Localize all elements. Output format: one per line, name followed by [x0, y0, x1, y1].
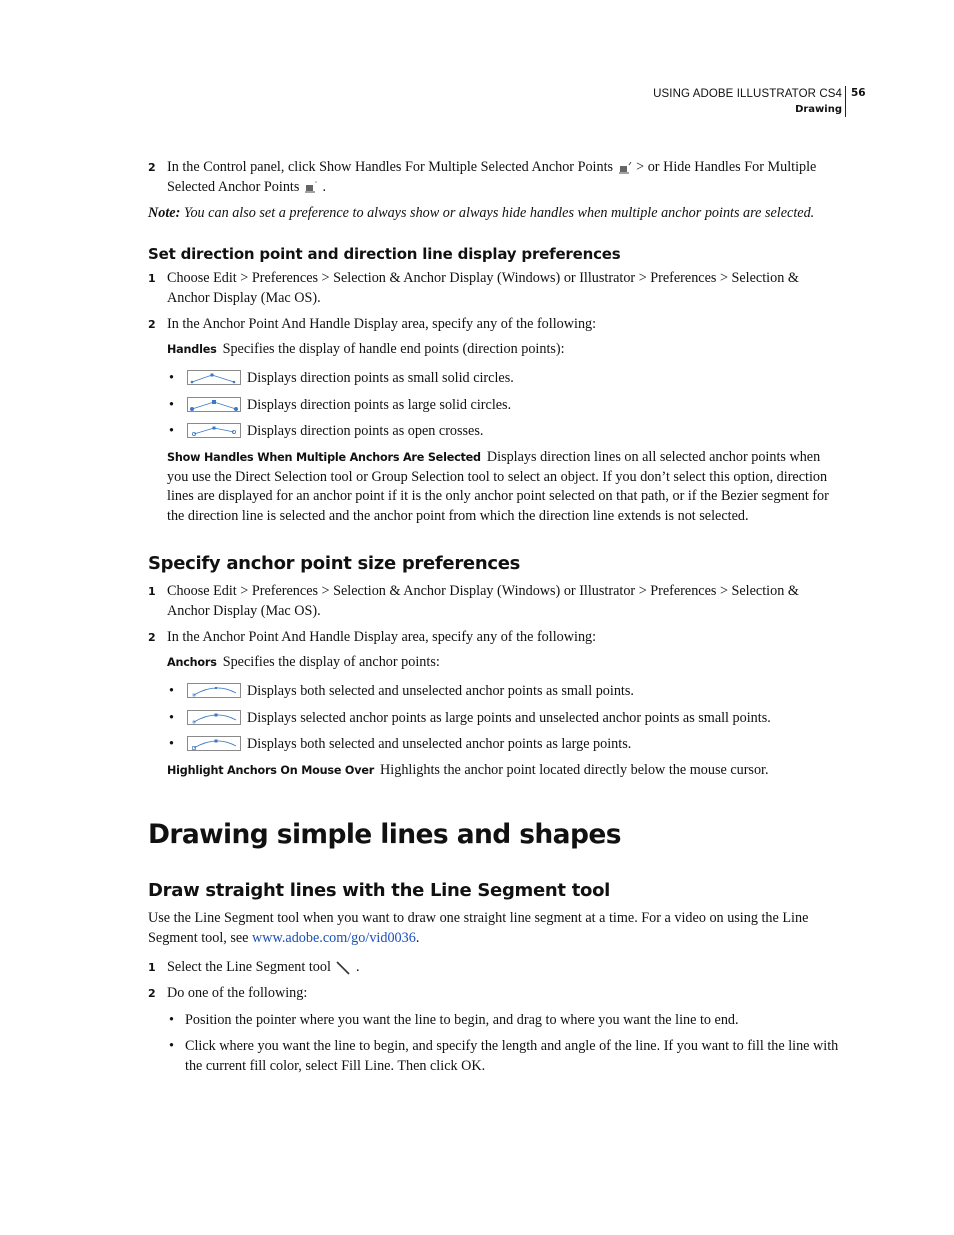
bullet-dot: •: [169, 1012, 174, 1028]
option-text: Displays selected anchor points as large points and unselected anchor points as small points.: [247, 710, 771, 726]
small-solid-circles-icon: [187, 370, 241, 385]
bullet-text: Position the pointer where you want the line to begin, and drag to where you want the line to end.: [185, 1012, 739, 1028]
section3-step-1: [148, 958, 840, 978]
section-heading-anchor-size: Specify anchor point size preferences: [148, 553, 521, 574]
section-heading-line-segment: Draw straight lines with the Line Segment tool: [148, 880, 611, 901]
handles-term: [167, 340, 840, 360]
section3-intro: [148, 909, 840, 948]
option-text: Displays direction points as small solid circles.: [247, 370, 514, 386]
option-text: Displays both selected and unselected anchor points as large points.: [247, 736, 632, 752]
note-label: Note:: [148, 205, 181, 221]
step-text-end: .: [322, 178, 327, 195]
term-label: Anchors: [167, 656, 217, 669]
bullet-dot: •: [169, 370, 174, 386]
step-number: 2: [148, 631, 156, 644]
step-text-end: .: [356, 959, 360, 975]
large-solid-circles-icon: [187, 397, 241, 412]
list-item: [167, 396, 840, 416]
step-text: In the Anchor Point And Handle Display area, specify any of the following:: [167, 629, 597, 645]
chapter-heading: Drawing simple lines and shapes: [148, 819, 621, 850]
list-item: [167, 735, 840, 755]
option-text: Displays both selected and unselected anchor points as small points.: [247, 683, 634, 699]
note-text: You can also set a preference to always show or always hide handles when multiple anchor points are selected.: [183, 205, 815, 221]
section2-step-1: [148, 582, 840, 621]
term-label: Handles: [167, 343, 217, 356]
open-crosses-icon: [187, 423, 241, 438]
bullet-dot: •: [169, 736, 174, 752]
small-anchor-points-icon: [187, 683, 241, 698]
bullet-dot: •: [169, 423, 174, 439]
show-handles-icon: [617, 161, 633, 175]
term-description: Displays direction lines on all selected anchor points when you use the Direct Selection tool or Group Selection tool to select an object. If you don’t select this option, direction lines are displayed for an anchor point if it is the only anchor point selected on that path, or if the Bezier segment for the direction line is selected and the anchor point from which the direction line extends is not selected.: [167, 449, 829, 524]
step-number: 2: [148, 987, 156, 1000]
large-anchor-points-icon: [187, 736, 241, 751]
step-number: 2: [148, 161, 156, 174]
intro-step: [148, 158, 840, 197]
term-label: Highlight Anchors On Mouse Over: [167, 764, 375, 777]
bullet-dot: •: [169, 683, 174, 699]
line-segment-tool-icon: [334, 960, 352, 976]
list-item: [167, 369, 840, 389]
section3-step-2: [148, 984, 840, 1004]
hide-handles-icon: [303, 180, 319, 194]
mixed-anchor-points-icon: [187, 710, 241, 725]
page-number: 56: [851, 87, 866, 99]
highlight-anchors-term: [167, 761, 840, 781]
list-item: [167, 682, 840, 702]
list-item: [167, 1037, 840, 1076]
bullet-text: Click where you want the line to begin, and specify the length and angle of the line. If you want to fill the line with the current fill color, select Fill Line. Then click OK.: [185, 1038, 839, 1074]
list-item: [167, 1011, 840, 1031]
bullet-dot: •: [169, 397, 174, 413]
step-number: 1: [148, 961, 156, 974]
note: [148, 204, 840, 224]
section1-step-1: [148, 269, 840, 308]
bullet-dot: •: [169, 710, 174, 726]
option-text: Displays direction points as large solid circles.: [247, 397, 512, 413]
section2-step-2: [148, 628, 840, 648]
term-description: Highlights the anchor point located directly below the mouse cursor.: [380, 762, 769, 778]
step-number: 1: [148, 585, 156, 598]
option-text: Displays direction points as open crosses.: [247, 423, 484, 439]
step-text: In the Anchor Point And Handle Display area, specify any of the following:: [167, 316, 597, 332]
show-handles-term: [167, 448, 840, 526]
intro-text: Use the Line Segment tool when you want to draw one straight line segment at a time. For a video on using the Line Segment tool, see: [148, 910, 809, 946]
step-number: 1: [148, 272, 156, 285]
step-text: In the Control panel, click Show Handles For Multiple Selected Anchor Points: [167, 159, 614, 175]
term-description: Specifies the display of anchor points:: [222, 654, 440, 670]
header-divider: [845, 86, 846, 117]
step-text: Choose Edit > Preferences > Selection & Anchor Display (Windows) or Illustrator > Preferences > Selection & Anchor Display (Mac OS).: [167, 583, 799, 619]
list-item: [167, 709, 840, 729]
intro-end: .: [415, 929, 420, 946]
section-heading-direction: Set direction point and direction line display preferences: [148, 245, 621, 263]
step-text: Do one of the following:: [167, 985, 308, 1001]
anchors-term: [167, 653, 840, 673]
section1-step-2: [148, 315, 840, 335]
running-header-section: Drawing: [795, 104, 842, 115]
step-text: Select the Line Segment tool: [167, 959, 331, 975]
term-description: Specifies the display of handle end points (direction points):: [222, 341, 565, 357]
step-text: Choose Edit > Preferences > Selection & Anchor Display (Windows) or Illustrator > Preferences > Selection & Anchor Display (Mac OS).: [167, 270, 799, 306]
term-label: Show Handles When Multiple Anchors Are Selected: [167, 451, 481, 464]
list-item: [167, 422, 840, 442]
video-link[interactable]: www.adobe.com/go/vid0036: [252, 929, 416, 946]
bullet-dot: •: [169, 1038, 174, 1054]
step-number: 2: [148, 318, 156, 331]
step-text-continued: > or Hide Handles For Multiple Selected Anchor Points: [167, 159, 817, 195]
running-header-title: USING ADOBE ILLUSTRATOR CS4: [653, 88, 842, 100]
